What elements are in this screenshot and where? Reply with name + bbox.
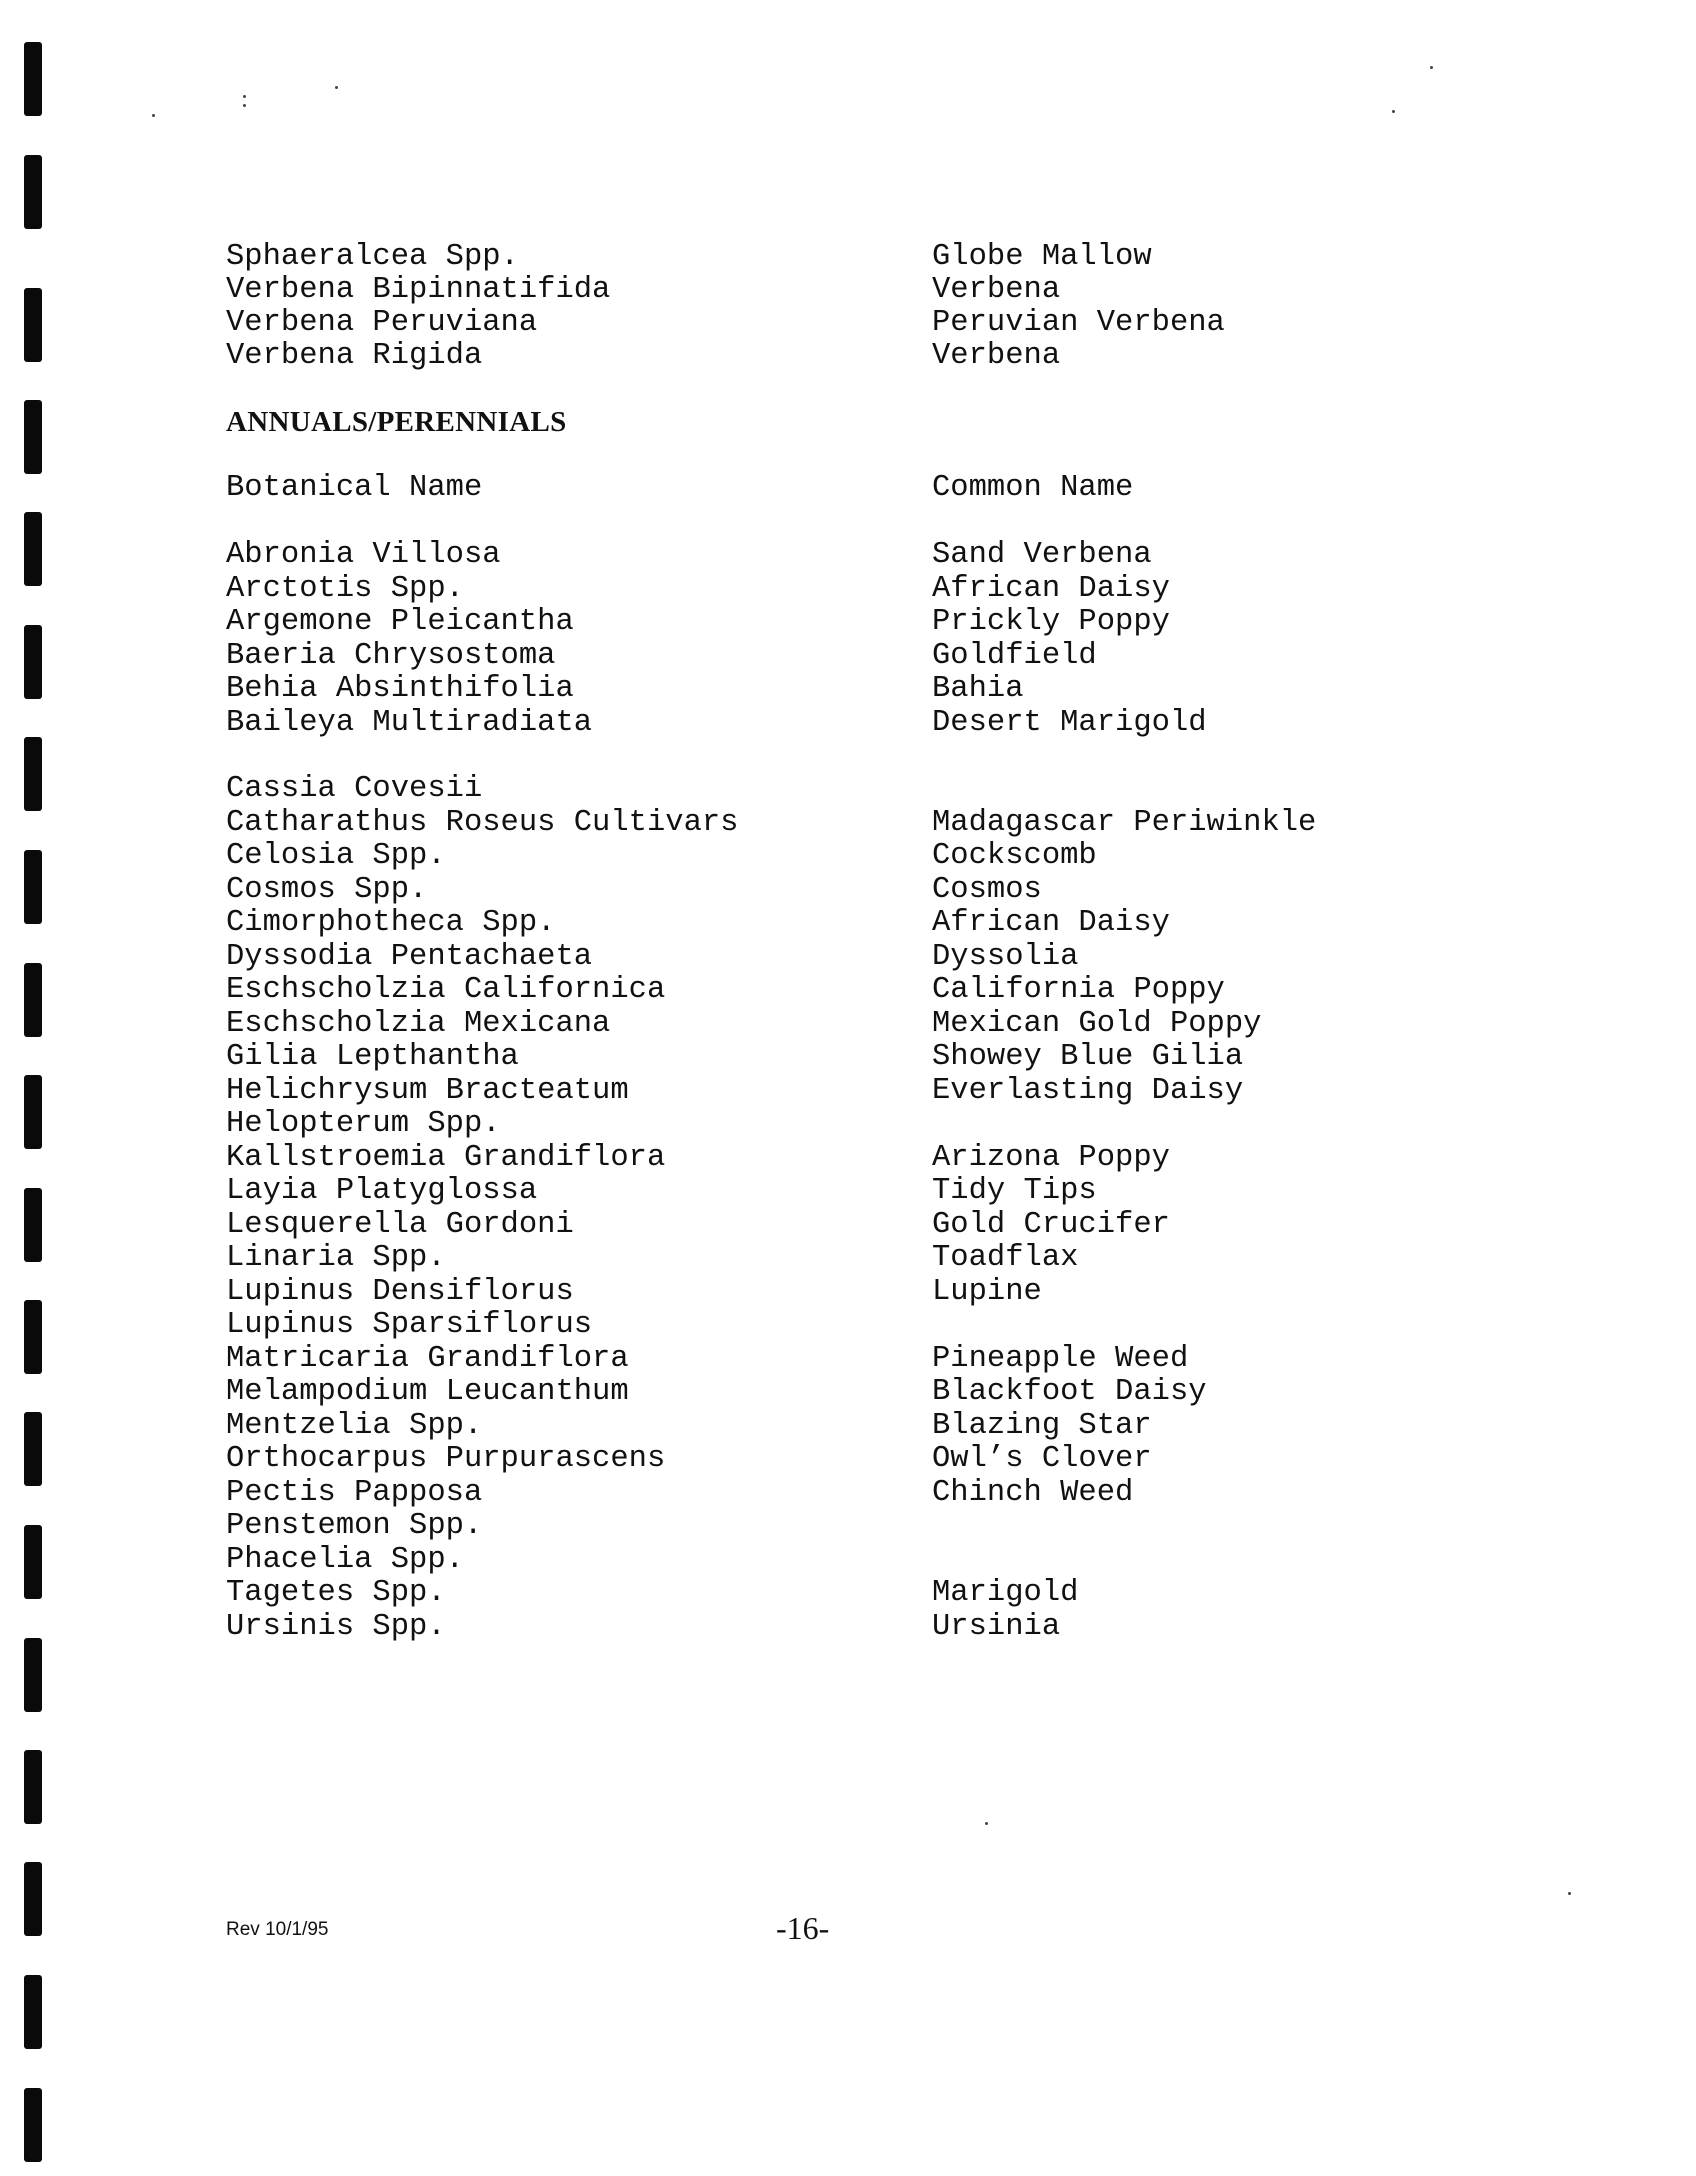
common-name: Chinch Weed [932,1475,1134,1510]
list-item [226,1577,1486,1610]
botanical-name: Sphaeralcea Spp. [226,240,519,274]
list-item [226,707,1486,740]
column-headers [226,472,1486,505]
list-item [226,840,1486,873]
binding-hole [24,1075,42,1149]
list-item [226,274,1486,307]
binding-hole [24,512,42,586]
binding-hole [24,1638,42,1712]
common-name: Tidy Tips [932,1174,1097,1208]
botanical-name: Helopterum Spp. [226,1107,501,1141]
list-item [226,941,1486,974]
common-name: Cosmos [932,872,1042,907]
botanical-name: Pectis Papposa [226,1475,483,1510]
list-item [226,1108,1486,1141]
botanical-name: Arctotis Spp. [226,571,464,606]
botanical-name: Cassia Covesii [226,772,483,806]
common-name: Peruvian Verbena [932,306,1225,340]
list-item [226,1477,1486,1510]
botanical-name: Dyssodia Pentachaeta [226,939,593,974]
botanical-name: Layia Platyglossa [226,1174,538,1208]
list-item [226,307,1486,340]
botanical-name: Baeria Chrysostoma [226,638,556,673]
common-name-header: Common Name [932,471,1134,505]
botanical-name: Lupinus Sparsiflorus [226,1308,593,1342]
list-item [226,539,1486,572]
binding-hole [24,288,42,362]
list-item [226,1242,1486,1275]
binding-hole [24,2088,42,2162]
binding-hole [24,1412,42,1486]
botanical-name: Cosmos Spp. [226,872,428,907]
botanical-name: Tagetes Spp. [226,1576,446,1610]
common-name: Toadflax [932,1241,1079,1275]
scan-speck [1568,1892,1571,1895]
botanical-name: Verbena Peruviana [226,306,538,340]
common-name: Dyssolia [932,939,1079,974]
common-name: Lupine [932,1274,1042,1309]
botanical-name: Behia Absinthifolia [226,672,574,706]
list-item [226,1309,1486,1342]
binding-hole [24,400,42,474]
scan-speck [985,1822,988,1825]
list-item [226,773,1486,806]
list-item [226,1041,1486,1074]
binding-hole [24,155,42,229]
botanical-name: Abronia Villosa [226,538,501,572]
common-name: Blackfoot Daisy [932,1375,1207,1409]
common-name: Ursinia [932,1609,1061,1644]
botanical-name: Melampodium Leucanthum [226,1375,629,1409]
binding-hole [24,1300,42,1374]
common-name: Bahia [932,672,1024,706]
botanical-name: Helichrysum Bracteatum [226,1073,629,1108]
list-item [226,974,1486,1007]
common-name: Everlasting Daisy [932,1073,1244,1108]
list-item [226,1410,1486,1443]
list-item [226,874,1486,907]
common-name: African Daisy [932,906,1170,940]
botanical-name: Matricaria Grandiflora [226,1341,629,1376]
botanical-name: Celosia Spp. [226,839,446,873]
scan-speck [243,104,246,107]
botanical-name: Verbena Rigida [226,339,483,373]
common-name: Verbena [932,339,1061,373]
binding-hole [24,963,42,1037]
binding-hole [24,625,42,699]
common-name: Desert Marigold [932,705,1207,740]
list-item [226,1611,1486,1644]
common-name: Verbena [932,273,1061,307]
common-name: Globe Mallow [932,240,1152,274]
common-name: Cockscomb [932,839,1097,873]
common-name: Prickly Poppy [932,605,1170,639]
page-number: -16- [776,1910,830,1946]
list-item [226,907,1486,940]
common-name: California Poppy [932,973,1225,1007]
botanical-name: Cimorphotheca Spp. [226,906,556,940]
common-name: Owl’s Clover [932,1442,1152,1476]
scan-speck [1430,66,1433,69]
list-item [226,241,1486,274]
common-name: Blazing Star [932,1408,1152,1443]
list-item [226,1376,1486,1409]
list-item [226,606,1486,639]
common-name: Pineapple Weed [932,1341,1189,1376]
common-name: Mexican Gold Poppy [932,1006,1262,1041]
botanical-name: Eschscholzia Californica [226,973,666,1007]
botanical-name: Lupinus Densiflorus [226,1274,574,1309]
common-name: Sand Verbena [932,538,1152,572]
binding-hole [24,1525,42,1599]
list-item [226,1075,1486,1108]
scan-speck [152,114,155,117]
botanical-name: Argemone Pleicantha [226,605,574,639]
binding-hole [24,1188,42,1262]
binding-hole [24,737,42,811]
list-item [226,1008,1486,1041]
common-name: Gold Crucifer [932,1207,1170,1242]
list-item [226,1209,1486,1242]
botanical-name: Kallstroemia Grandiflora [226,1140,666,1175]
common-name: Arizona Poppy [932,1140,1170,1175]
botanical-name: Lesquerella Gordoni [226,1207,574,1242]
list-item [226,640,1486,673]
scan-speck [243,95,246,98]
common-name: Madagascar Periwinkle [932,805,1317,840]
binding-hole [24,1862,42,1936]
common-name: African Daisy [932,571,1170,606]
list-item [226,807,1486,840]
section-heading: ANNUALS/PERENNIALS [226,406,567,438]
list-item [226,1142,1486,1175]
list-item [226,673,1486,706]
botanical-name: Orthocarpus Purpurascens [226,1442,666,1476]
binding-hole [24,42,42,116]
botanical-name: Phacelia Spp. [226,1542,464,1577]
common-name: Showey Blue Gilia [932,1040,1244,1074]
list-item [226,1343,1486,1376]
scan-speck [335,86,338,89]
botanical-name-header: Botanical Name [226,471,483,505]
binding-hole [24,850,42,924]
botanical-name: Eschscholzia Mexicana [226,1006,611,1041]
botanical-name: Catharathus Roseus Cultivars [226,805,739,840]
list-item [226,1443,1486,1476]
list-item [226,340,1486,373]
botanical-name: Mentzelia Spp. [226,1408,483,1443]
botanical-name: Gilia Lepthantha [226,1040,519,1074]
list-item [226,1175,1486,1208]
list-item [226,1276,1486,1309]
common-name: Marigold [932,1576,1079,1610]
scan-speck [1392,110,1395,113]
list-item [226,1544,1486,1577]
list-item [226,1510,1486,1543]
botanical-name: Ursinis Spp. [226,1609,446,1644]
botanical-name: Verbena Bipinnatifida [226,273,611,307]
botanical-name: Baileya Multiradiata [226,705,593,740]
botanical-name: Linaria Spp. [226,1241,446,1275]
botanical-name: Penstemon Spp. [226,1509,483,1543]
binding-hole [24,1750,42,1824]
common-name: Goldfield [932,638,1097,673]
revision-date: Rev 10/1/95 [226,1919,329,1940]
binding-hole [24,1975,42,2049]
list-item [226,573,1486,606]
